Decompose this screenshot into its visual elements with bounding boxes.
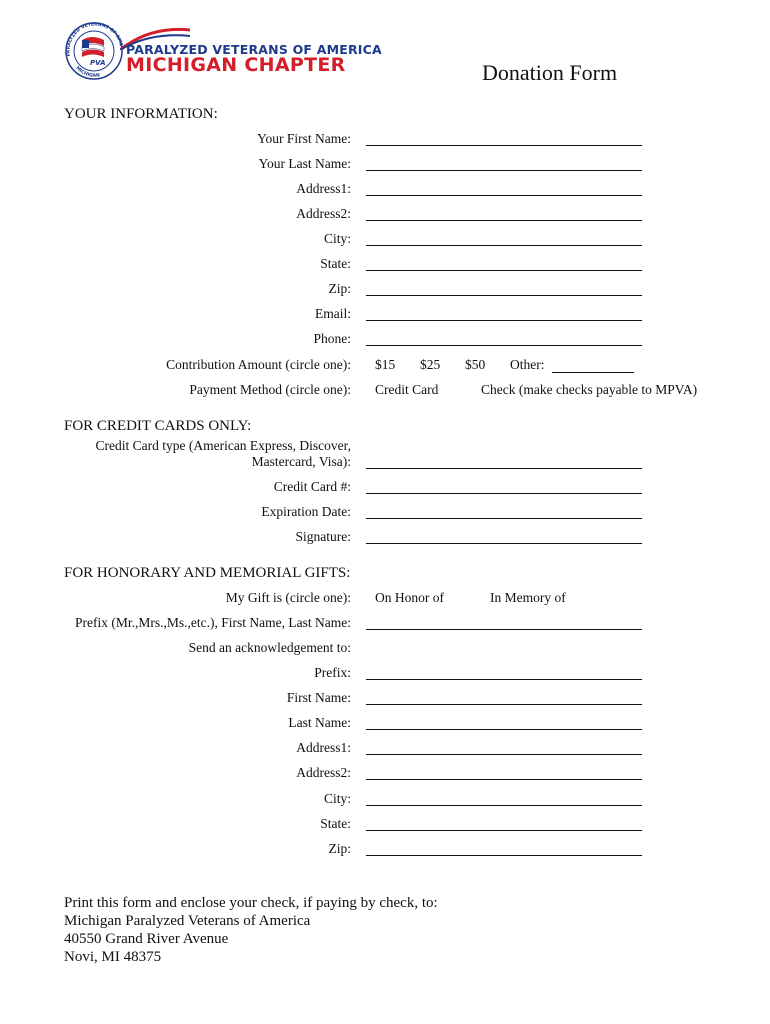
email-field[interactable] [366,320,642,321]
card-type-label-line2: Mastercard, Visa): [251,454,351,469]
field-label: State: [320,256,351,271]
field-label: Address2: [296,765,351,780]
ack-first-name-field[interactable] [366,704,642,705]
logo-ring-bottom: MICHIGAN [74,65,101,79]
ack-city-field[interactable] [366,805,642,806]
mailing-address-street: 40550 Grand River Avenue [64,931,229,947]
contribution-option-15[interactable]: $15 [375,357,396,372]
contribution-other-field[interactable] [552,372,634,373]
phone-field[interactable] [366,345,642,346]
address1-field[interactable] [366,195,642,196]
section-honorary-memorial: FOR HONORARY AND MEMORIAL GIFTS: [64,565,351,581]
contribution-other-label: Other: [510,357,545,372]
field-label: City: [323,791,351,806]
svg-text:MICHIGAN [74,65,100,79]
field-label: Credit Card #: [273,479,351,494]
logo-ring-top: PARALYZED VETERANS OF AME [66,22,124,57]
last-name-field[interactable] [366,170,642,171]
logo-ring-text [62,20,128,82]
state-field[interactable] [366,270,642,271]
field-label: Your Last Name: [258,156,351,171]
ack-address1-field[interactable] [366,754,642,755]
form-title: Donation Form [482,60,618,85]
card-type-label-line1: Credit Card type (American Express, Discover, [95,438,351,453]
field-label: Address1: [296,181,351,196]
field-label: City: [323,231,351,246]
field-label: Expiration Date: [261,504,351,519]
ack-prefix-field[interactable] [366,679,642,680]
payment-option-check[interactable]: Check (make checks payable to MPVA) [481,382,698,397]
honoree-name-label: Prefix (Mr.,Mrs.,Ms.,etc.), First Name, Last Name: [75,615,351,630]
field-label: Phone: [313,331,351,346]
expiration-date-field[interactable] [366,518,642,519]
gift-option-honor[interactable]: On Honor of [375,590,444,605]
field-label: Address2: [296,206,351,221]
zip-field[interactable] [366,295,642,296]
city-field[interactable] [366,245,642,246]
gift-option-memory[interactable]: In Memory of [490,590,566,605]
payment-method-label: Payment Method (circle one): [189,382,351,397]
honoree-name-field[interactable] [366,629,642,630]
contribution-label: Contribution Amount (circle one): [166,357,351,372]
ack-address2-field[interactable] [366,779,642,780]
signature-field[interactable] [366,543,642,544]
ack-last-name-field[interactable] [366,729,642,730]
gift-type-label: My Gift is (circle one): [225,590,351,605]
mailing-address-city: Novi, MI 48375 [64,949,162,965]
field-label: First Name: [286,690,351,705]
org-name: PARALYZED VETERANS OF AMERICA [126,42,382,57]
logo-initials: PVA [90,59,106,67]
field-label: Prefix: [314,665,351,680]
field-label: Zip: [328,841,351,856]
mailing-instructions-line: Print this form and enclose your check, if paying by check, to: [64,895,438,911]
field-label: Your First Name: [257,131,351,146]
field-label: Signature: [295,529,351,544]
ack-state-field[interactable] [366,830,642,831]
field-label: State: [320,816,351,831]
mailing-address-org: Michigan Paralyzed Veterans of America [64,913,311,929]
field-label: Last Name: [288,715,351,730]
contribution-option-50[interactable]: $50 [465,357,486,372]
mailing-instructions [64,894,438,966]
contribution-option-25[interactable]: $25 [420,357,441,372]
address2-field[interactable] [366,220,642,221]
payment-option-credit-card[interactable]: Credit Card [375,382,439,397]
section-your-information: YOUR INFORMATION: [64,106,218,122]
chapter-name: MICHIGAN CHAPTER [126,54,346,76]
ack-zip-field[interactable] [366,855,642,856]
card-number-field[interactable] [366,493,642,494]
svg-text:PARALYZED VETERANS OF AMERICA [62,20,124,57]
section-credit-cards: FOR CREDIT CARDS ONLY: [64,418,252,434]
field-label: Email: [315,306,351,321]
field-label: Zip: [328,281,351,296]
field-label: Address1: [296,740,351,755]
first-name-field[interactable] [366,145,642,146]
card-type-field[interactable] [366,468,642,469]
acknowledgement-label: Send an acknowledgement to: [188,640,351,655]
